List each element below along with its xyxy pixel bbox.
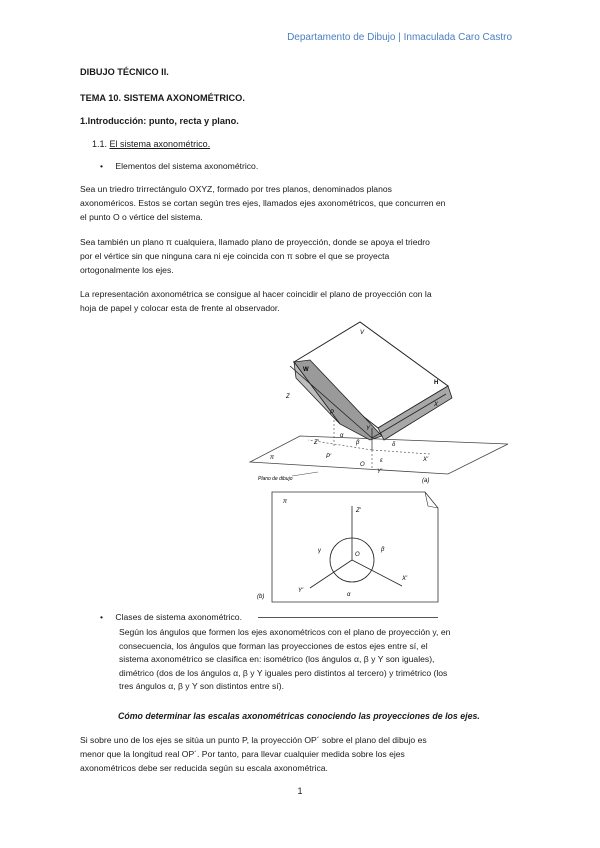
bullet-dot-icon: • bbox=[100, 612, 104, 622]
label-y-prime: Y' bbox=[377, 469, 383, 475]
label-y2: Y' bbox=[298, 588, 304, 594]
label-x2: X' bbox=[402, 576, 408, 582]
label-delta: δ bbox=[392, 442, 396, 448]
section-title: 1.Introducción: punto, recta y plano. bbox=[80, 116, 239, 126]
text-line: el punto O o vértice del sistema. bbox=[80, 212, 203, 223]
document-title: DIBUJO TÉCNICO II. bbox=[80, 67, 169, 77]
label-beta: β bbox=[356, 440, 360, 446]
label-z: Z bbox=[286, 394, 290, 400]
label-epsilon: ε bbox=[380, 458, 383, 464]
text-line: menor que la longitud real OP´. Por tanto, para llevar cualquier medida sobre los ejes bbox=[80, 749, 405, 760]
label-z2: Z' bbox=[356, 508, 361, 514]
label-fig-a: (a) bbox=[422, 478, 430, 484]
bullet-text: Elementos del sistema axonométrico. bbox=[115, 161, 259, 171]
paragraph-clases bbox=[119, 626, 511, 694]
label-o: O bbox=[360, 462, 365, 468]
text-line: axonoméricos. Estos se cortan según tres ejes, llamados ejes axonométricos, que concurren en bbox=[80, 198, 446, 209]
label-alpha2: α bbox=[347, 592, 351, 598]
label-p: P bbox=[330, 410, 335, 416]
topic-title: TEMA 10. SISTEMA AXONOMÉTRICO. bbox=[80, 93, 245, 103]
text-line: axonométricos debe ser reducida según su escala axonométrica. bbox=[80, 763, 328, 774]
label-plano-dibujo: Plano de dibujo bbox=[258, 476, 293, 482]
text-line: ortogonalmente los ejes. bbox=[80, 265, 174, 276]
italic-heading: Cómo determinar las escalas axonométricas conociendo las proyecciones de los ejes. bbox=[118, 711, 480, 721]
text-line: por el vértice sin que ninguna cara ni eje coincida con π sobre el que se proyecta bbox=[80, 251, 390, 262]
page-header: Departamento de Dibujo | Inmaculada Caro Castro bbox=[287, 32, 512, 43]
text-line: Sea también un plano π cualquiera, llamado plano de proyección, donde se apoya el triedro bbox=[80, 237, 430, 247]
label-o2: O bbox=[355, 552, 360, 558]
text-line: hoja de papel y colocar esta de frente al observador. bbox=[80, 303, 280, 314]
label-w: W bbox=[303, 367, 309, 373]
subsection-number: 1.1. bbox=[92, 139, 108, 149]
text-line: Según los ángulos que formen los ejes axonométricos con el plano de proyección y, en bbox=[119, 627, 451, 637]
plano-leader-line bbox=[292, 472, 318, 476]
bullet-clases bbox=[100, 612, 242, 622]
label-y: Y bbox=[366, 426, 371, 432]
text-line: Sea un triedro trirrectángulo OXYZ, formado por tres planos, denominados planos bbox=[80, 184, 392, 194]
bullet-text: Clases de sistema axonométrico. bbox=[115, 612, 242, 622]
figure-bottom-rule bbox=[258, 617, 438, 618]
drawing-sheet-outline bbox=[272, 492, 438, 602]
text-line: sistema axonométrico se clasifica en: isométrico (los ángulos α, β y Υ son iguales), bbox=[119, 654, 435, 665]
label-p-prime: P' bbox=[326, 454, 332, 460]
subsection-title: El sistema axonométrico. bbox=[109, 139, 211, 149]
label-v: V bbox=[360, 330, 365, 336]
label-x-prime: X' bbox=[423, 457, 429, 463]
label-beta2: β bbox=[381, 547, 385, 553]
bullet-dot-icon: • bbox=[100, 161, 104, 171]
label-z-prime: Z' bbox=[314, 440, 319, 446]
text-line: tres ángulos α, β y Υ son distintos entre sí). bbox=[119, 681, 284, 692]
label-gamma: γ bbox=[318, 548, 321, 554]
label-h: H bbox=[434, 380, 439, 386]
text-line: La representación axonométrica se consigue al hacer coincidir el plano de proyección con la bbox=[80, 289, 432, 299]
label-pi: π bbox=[270, 455, 275, 461]
label-alpha: α bbox=[340, 433, 344, 439]
label-x: X bbox=[434, 402, 439, 408]
text-line: Si sobre uno de los ejes se sitúa un punto P, la proyección OP´ sobre el plano del dibujo es bbox=[80, 735, 427, 745]
label-pi-b: π bbox=[283, 499, 288, 505]
paragraph-escalas bbox=[80, 733, 512, 776]
page-number: 1 bbox=[297, 786, 303, 796]
text-line: consecuencia, los ángulos que forman las proyecciones de estos ejes entre sí, el bbox=[119, 640, 428, 651]
proj-x-line bbox=[372, 450, 430, 454]
text-line: dimétrico (dos de los ángulos α, β y Υ iguales pero distintos al tercero) y trimétrico (los bbox=[119, 667, 448, 678]
label-fig-b: (b) bbox=[257, 594, 265, 600]
